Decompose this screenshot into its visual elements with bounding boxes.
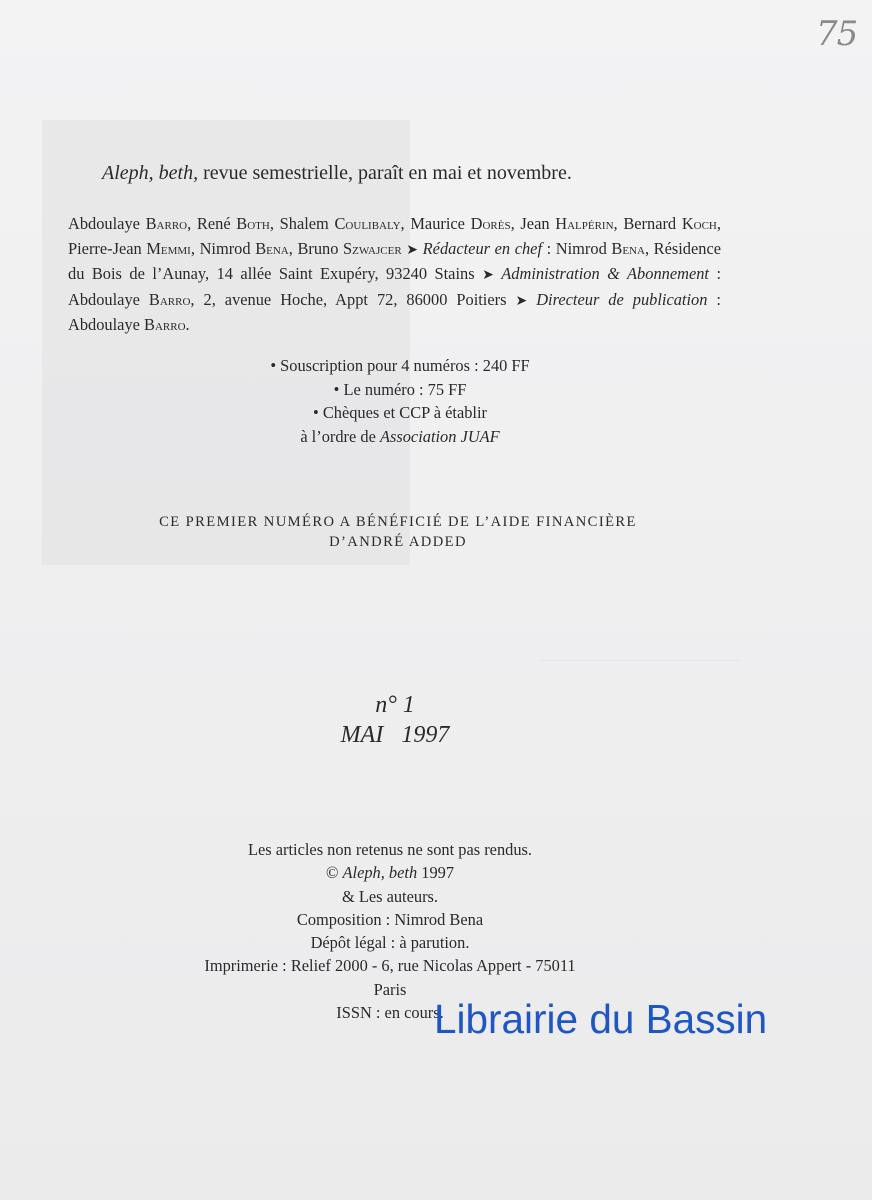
bleed-through-text <box>540 660 740 701</box>
editorial-staff: Abdoulaye Barro, René Both, Shalem Coulibaly, Maurice Dorès, Jean Halpérin, Bernard Koch, Pierre-Jean Memmi, Nimrod Bena, Bruno Szwajcer ➤ Rédacteur en chef : Nimrod Bena, Résidence du Bois de l’Aunay, 14 allée Saint Exupéry, 93240 Stains ➤ Administration & Abonnement : Abdoulaye Barro, 2, avenue Hoche, Appt 72, 86000 Poitiers ➤ Directeur de publication : Abdoulaye Barro. <box>68 214 722 335</box>
redacteur-address: , Résidence du Bois de l’Aunay, 14 allée Saint Exupéry, 93240 Stains <box>68 238 722 284</box>
author-6: Bernard Koch, <box>623 214 721 233</box>
arrow-icon: ➤ <box>482 267 494 284</box>
issue-date: MAI 1997 <box>340 722 450 748</box>
author-1: Abdoulaye Barro, <box>68 214 197 233</box>
journal-intro <box>102 162 802 185</box>
author-5: Jean Halpérin, <box>520 214 624 233</box>
arrow-icon: ➤ <box>515 292 528 309</box>
copyright-line: © Aleph, beth 1997 <box>325 863 455 883</box>
arrow-icon: ➤ <box>406 241 419 258</box>
admin-label: Administration & Abonnement <box>501 264 709 284</box>
payee-line: à l’ordre de Association JUAF <box>300 426 500 446</box>
admin-address: , 2, avenue Hoche, Appt 72, 86000 Poitiers <box>190 289 516 309</box>
price-line: • Le numéro : 75 FF <box>333 379 467 399</box>
author-2: René Both, <box>196 214 280 233</box>
seller-watermark: Librairie du Bassin <box>434 996 768 1042</box>
financial-aid-notice: CE PREMIER NUMÉRO A BÉNÉFICIÉ DE L’AIDE FINANCIÈRE D’ANDRÉ ADDED <box>159 514 637 550</box>
colophon: Les articles non retenus ne sont pas rendus. © Aleph, beth 1997 & Les auteurs. Composition : Nimrod Bena Dépôt légal : à parution. Imprimerie : Relief 2000 - 6, rue Nicolas Appert - 75011 Paris ISSN : en cours. <box>190 838 590 1024</box>
handwritten-note: 75 <box>816 14 858 54</box>
journal-title: Aleph, beth, <box>102 162 199 184</box>
bleed-through-image <box>42 120 410 565</box>
issue-info <box>300 690 490 750</box>
subscription-line: • Souscription pour 4 numéros : 240 FF <box>270 356 530 375</box>
redacteur-label: Rédacteur en chef <box>422 238 543 258</box>
author-9: Bruno Szwajcer <box>297 238 402 258</box>
journal-description: revue semestrielle, paraît en mai et novembre. <box>198 162 572 184</box>
subscription-info <box>200 354 600 448</box>
payment-line: • Chèques et CCP à établir <box>312 403 487 422</box>
directeur-label: Directeur de publication <box>536 289 708 309</box>
author-7: Pierre-Jean Memmi, <box>68 238 200 258</box>
issue-number: n° 1 <box>375 692 415 718</box>
author-8: Nimrod Bena, <box>199 238 298 258</box>
author-3: Shalem Coulibaly, <box>279 214 411 233</box>
author-4: Maurice Dorès, <box>410 214 521 233</box>
